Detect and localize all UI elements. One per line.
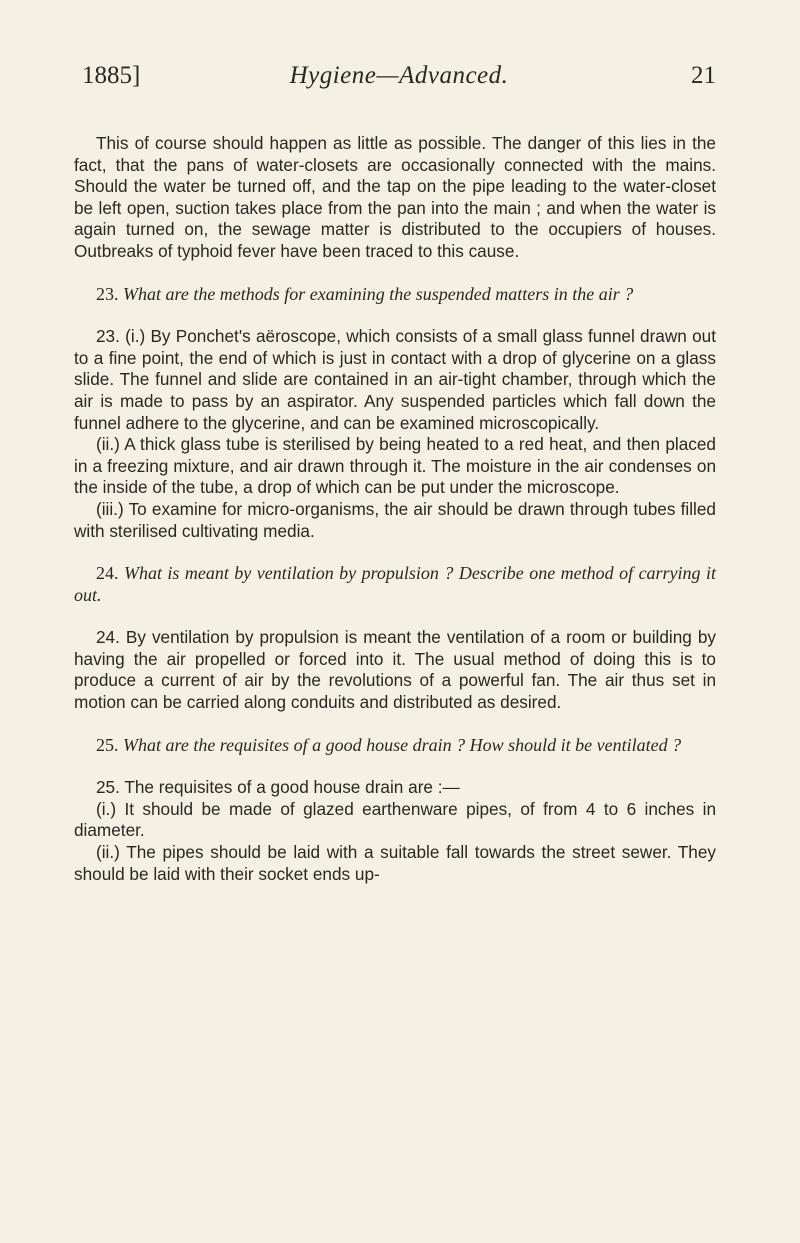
page-body <box>74 133 716 885</box>
answer-25-i: (i.) It should be made of glazed earthenware pipes, of from 4 to 6 inches in diameter. <box>74 798 716 841</box>
answer-23-ii: (ii.) A thick glass tube is sterilised by being heated to a red heat, and then placed in a freezing mixture, and air drawn through it. The moisture in the air condenses on the inside of the tube, a drop of which can be put under the microscope. <box>74 434 716 498</box>
answer-25-ii: (ii.) The pipes should be laid with a suitable fall towards the street sewer. They should be laid with their socket ends up- <box>74 842 716 884</box>
question-25-number: 25. <box>96 734 119 755</box>
header-year: 1885] <box>82 62 141 89</box>
question-23 <box>74 284 716 306</box>
running-header <box>82 62 716 96</box>
question-24-text: What is meant by ventilation by propulsion ? Describe one method of carrying it out. <box>74 563 717 605</box>
header-title: Hygiene—Advanced. <box>289 62 509 89</box>
question-23-number: 23. <box>96 283 119 304</box>
question-23-text: What are the methods for examining the suspended matters in the air ? <box>123 283 634 304</box>
paragraph-intro: This of course should happen as little as possible. The danger of this lies in the fact, that the pans of water-closets are occasionally connected with the mains. Should the water be turned off, and the tap on the pipe leading to the water-closet be left open, suction takes place from the pan into the main ; and when the water is again turned on, the sewage matter is distributed to the occupiers of houses. Outbreaks of typhoid fever have been traced to this cause. <box>74 133 716 261</box>
question-24-number: 24. <box>96 563 119 584</box>
answer-23-i: 23. (i.) By Ponchet's aëroscope, which consists of a small glass funnel drawn out to a fine point, the end of which is just in contact with a drop of glycerine on a glass slide. The funnel and slide are contained in an air-tight chamber, through which the air is made to pass by an aspirator. Any suspended particles which fall down the funnel adhere to the glycerine, and can be examined microscopically. <box>74 326 716 433</box>
page-number: 21 <box>691 62 716 89</box>
answer-25: 25. The requisites of a good house drain are :— <box>96 777 460 798</box>
answer-24: 24. By ventilation by propulsion is meant the ventilation of a room or building by having the air propelled or forced into it. The usual method of doing this is to produce a current of air by the revolutions of a powerful fan. The air thus set in motion can be carried along conduits and distributed as desired. <box>74 627 716 713</box>
answer-23-iii: (iii.) To examine for micro-organisms, the air should be drawn through tubes filled with sterilised cultivating media. <box>74 498 716 541</box>
question-25 <box>74 735 716 757</box>
question-25-text: What are the requisites of a good house drain ? How should it be ventilated ? <box>123 734 682 755</box>
question-24 <box>74 563 716 606</box>
